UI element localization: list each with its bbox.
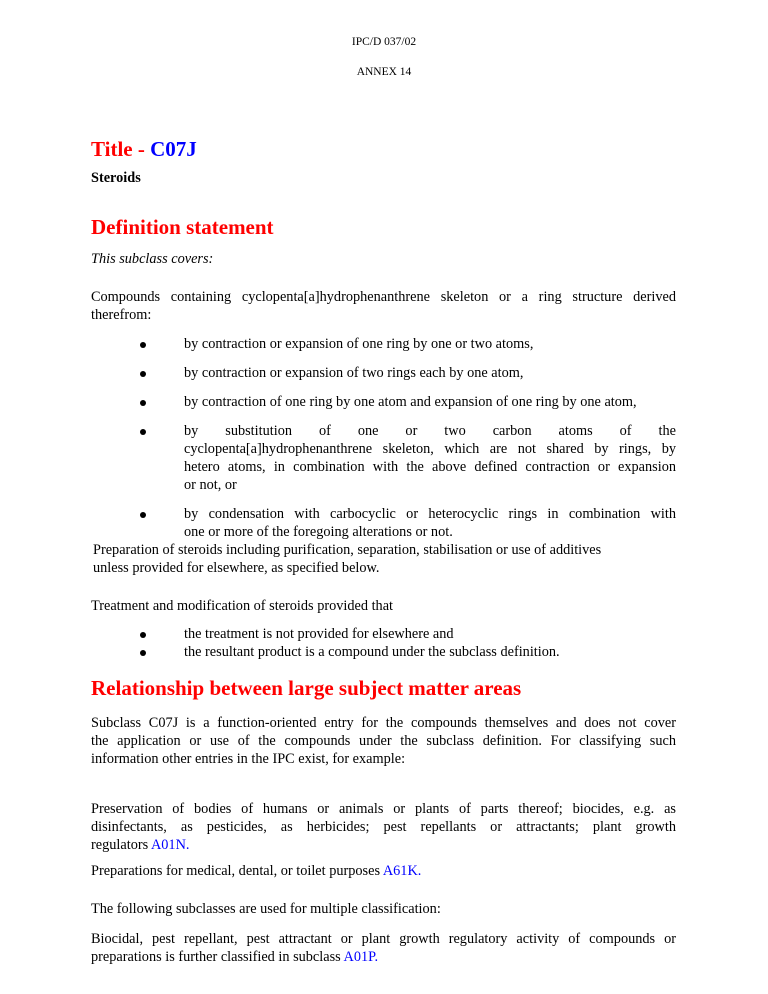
preparation-line-1: Preparation of steroids including purification, separation, stabilisation or use of additives (93, 542, 602, 558)
compounds-line-2: therefrom: (91, 307, 152, 323)
title-subtitle: Steroids (91, 170, 141, 186)
title-prefix: Title - (91, 137, 151, 161)
bullet-icon (140, 371, 146, 377)
definition-intro: This subclass covers: (91, 251, 214, 267)
document-page: IPC/D 037/02 ANNEX 14 Title - C07J Steroids Definition statement This subclass covers: Compounds containing cyclopenta[a]hydrophenanthrene skeleton or a ring structure derived therefrom: by contraction or expansion of one ring by one or two atoms, by contraction or expansion of two rings each by one atom, by contraction of one ring by one atom and expansion of one ring by one atom, by substitution of one or two carbon atoms of the cyclopenta[a]hydrophenanthrene skeleton, which are not shared by rings, by hetero atoms, in combination with the above defined contraction or expansion or not, or by condensation with carbocyclic or heterocyclic rings in combination with one or more of the foregoing alterations or not. Preparation of steroids including purification, separation, stabilisation or use of additives unless provided for elsewhere, as specified below. Treatment and modification of steroids provided that the treatment is not provided for elsewhere and the resultant product is a compound under the subclass definition. Relationship between large subject matter areas Subclass C07J is a function-oriented entry for the compounds themselves and does not cover the application or use of the compounds under the subclass definition. For classifying such information other entries in the IPC exist, for example: Preservation of bodies of humans or animals or plants of parts thereof; biocides, e.g. as disinfectants, as pesticides, as herbicides; pest repellants or attractants; plant growth regulators A01N. Preparations for medical, dental, or toilet purposes A61K. The following subclasses are used for multiple classification: Biocidal, pest repellant, pest attractant or plant growth regulatory activity of compounds or preparations is further classified in subclass A01P. (0, 0, 768, 994)
relationship-para-2: regulators A01N. (91, 837, 190, 853)
relationship-para-5: Biocidal, pest repellant, pest attractant or plant growth regulatory activity of compounds or (91, 931, 676, 947)
relationship-para-5: preparations is further classified in subclass A01P. (91, 949, 379, 965)
treatment-text: Treatment and modification of steroids provided that (91, 598, 394, 614)
bullet-icon (140, 400, 146, 406)
annex-label: ANNEX 14 (356, 66, 412, 78)
link-a01p[interactable]: A01P. (343, 949, 379, 965)
compounds-line-1: Compounds containing cyclopenta[a]hydrophenanthrene skeleton or a ring structure derived (91, 289, 676, 305)
relationship-para-1: the application or use of the compounds under the subclass definition. For classifying such (91, 733, 676, 749)
bullet-icon (140, 512, 146, 518)
relationship-para-4: The following subclasses are used for multiple classification: (91, 901, 441, 917)
relationship-heading: Relationship between large subject matter areas (91, 676, 522, 700)
relationship-para-2: disinfectants, as pesticides, as herbicides; pest repellants or attractants; plant growth (91, 819, 676, 835)
relationship-para-2: Preservation of bodies of humans or animals or plants of parts thereof; biocides, e.g. as (91, 801, 676, 817)
link-a01n[interactable]: A01N. (150, 837, 190, 853)
relationship-para-1: information other entries in the IPC exist, for example: (91, 751, 406, 767)
relationship-para-3: Preparations for medical, dental, or toilet purposes A61K. (91, 863, 422, 879)
definition-heading: Definition statement (91, 215, 274, 239)
bullet-icon (140, 632, 146, 638)
title-code: C07J (150, 137, 197, 161)
bullet-icon (140, 342, 146, 348)
bullet-icon (140, 429, 146, 435)
title-heading (91, 137, 197, 162)
bullet-icon (140, 650, 146, 656)
link-a61k[interactable]: A61K. (382, 863, 422, 879)
document-id: IPC/D 037/02 (351, 36, 417, 48)
relationship-para-1: Subclass C07J is a function-oriented entry for the compounds themselves and does not cover (91, 715, 676, 731)
preparation-line-2: unless provided for elsewhere, as specified below. (93, 560, 380, 576)
